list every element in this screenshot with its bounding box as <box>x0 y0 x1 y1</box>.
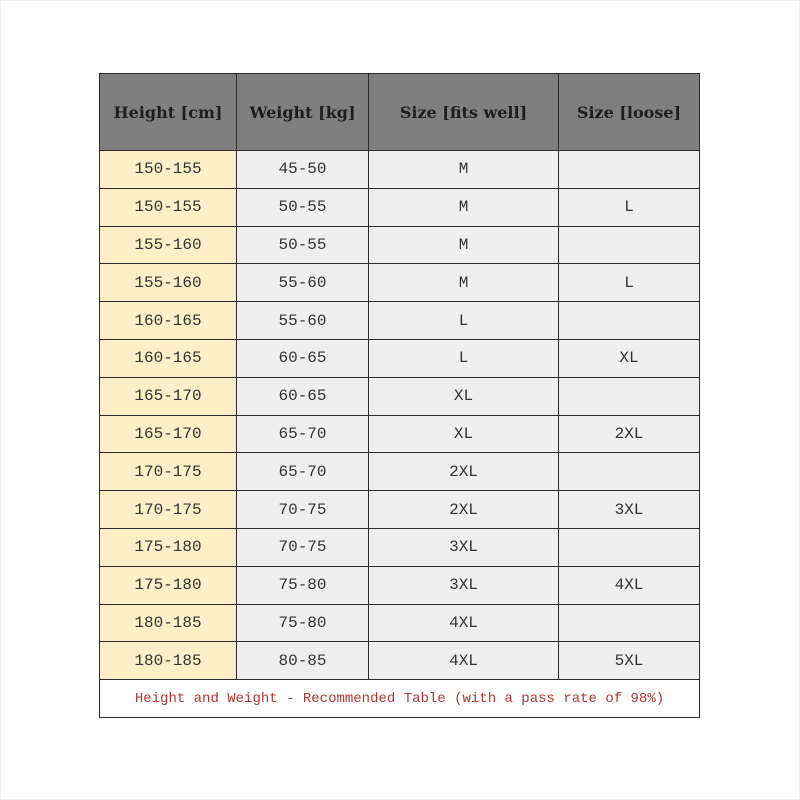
table-row <box>100 566 700 604</box>
cell-height: 155-160 <box>100 264 237 302</box>
cell-height: 180-185 <box>100 642 237 680</box>
table-row <box>100 453 700 491</box>
cell-size-fits-well: M <box>369 226 559 264</box>
cell-weight: 50-55 <box>237 188 369 226</box>
cell-height: 155-160 <box>100 226 237 264</box>
cell-height: 150-155 <box>100 151 237 189</box>
cell-size-loose <box>559 151 700 189</box>
table-row <box>100 528 700 566</box>
header-row <box>100 74 700 151</box>
header-height: Height [cm] <box>100 74 237 151</box>
table-row <box>100 264 700 302</box>
cell-weight: 55-60 <box>237 264 369 302</box>
cell-size-fits-well: 2XL <box>369 491 559 529</box>
cell-size-fits-well: XL <box>369 415 559 453</box>
size-chart-table <box>99 73 700 718</box>
cell-size-fits-well: 4XL <box>369 604 559 642</box>
cell-height: 160-165 <box>100 339 237 377</box>
cell-size-loose: 2XL <box>559 415 700 453</box>
cell-weight: 45-50 <box>237 151 369 189</box>
cell-weight: 65-70 <box>237 415 369 453</box>
cell-size-loose <box>559 453 700 491</box>
cell-size-loose: L <box>559 188 700 226</box>
cell-height: 165-170 <box>100 377 237 415</box>
cell-weight: 65-70 <box>237 453 369 491</box>
cell-height: 175-180 <box>100 566 237 604</box>
table-row <box>100 642 700 680</box>
table-row <box>100 151 700 189</box>
cell-size-loose <box>559 377 700 415</box>
cell-weight: 50-55 <box>237 226 369 264</box>
table-row <box>100 491 700 529</box>
table-row <box>100 188 700 226</box>
cell-height: 170-175 <box>100 453 237 491</box>
cell-weight: 75-80 <box>237 566 369 604</box>
header-weight: Weight [kg] <box>237 74 369 151</box>
cell-size-fits-well: L <box>369 302 559 340</box>
cell-size-loose: XL <box>559 339 700 377</box>
table-row <box>100 377 700 415</box>
cell-height: 150-155 <box>100 188 237 226</box>
cell-size-fits-well: 4XL <box>369 642 559 680</box>
cell-size-fits-well: M <box>369 188 559 226</box>
cell-weight: 80-85 <box>237 642 369 680</box>
cell-height: 160-165 <box>100 302 237 340</box>
cell-size-loose: 4XL <box>559 566 700 604</box>
cell-weight: 55-60 <box>237 302 369 340</box>
cell-height: 175-180 <box>100 528 237 566</box>
table-row <box>100 226 700 264</box>
header-size-fits-well: Size [fits well] <box>369 74 559 151</box>
table-row <box>100 415 700 453</box>
cell-size-loose: 5XL <box>559 642 700 680</box>
cell-weight: 70-75 <box>237 491 369 529</box>
cell-weight: 60-65 <box>237 339 369 377</box>
cell-size-fits-well: 3XL <box>369 528 559 566</box>
cell-size-fits-well: M <box>369 151 559 189</box>
cell-height: 170-175 <box>100 491 237 529</box>
cell-size-loose <box>559 226 700 264</box>
header-size-loose: Size [loose] <box>559 74 700 151</box>
cell-weight: 60-65 <box>237 377 369 415</box>
table-row <box>100 302 700 340</box>
cell-height: 180-185 <box>100 604 237 642</box>
cell-size-loose: L <box>559 264 700 302</box>
cell-size-loose <box>559 604 700 642</box>
cell-weight: 75-80 <box>237 604 369 642</box>
cell-size-fits-well: M <box>369 264 559 302</box>
cell-size-loose <box>559 528 700 566</box>
cell-size-fits-well: 3XL <box>369 566 559 604</box>
cell-weight: 70-75 <box>237 528 369 566</box>
cell-size-fits-well: XL <box>369 377 559 415</box>
footer-note: Height and Weight - Recommended Table (with a pass rate of 98%) <box>100 680 700 718</box>
cell-size-fits-well: L <box>369 339 559 377</box>
cell-size-fits-well: 2XL <box>369 453 559 491</box>
cell-size-loose <box>559 302 700 340</box>
table-row <box>100 339 700 377</box>
cell-size-loose: 3XL <box>559 491 700 529</box>
table-row <box>100 604 700 642</box>
cell-height: 165-170 <box>100 415 237 453</box>
